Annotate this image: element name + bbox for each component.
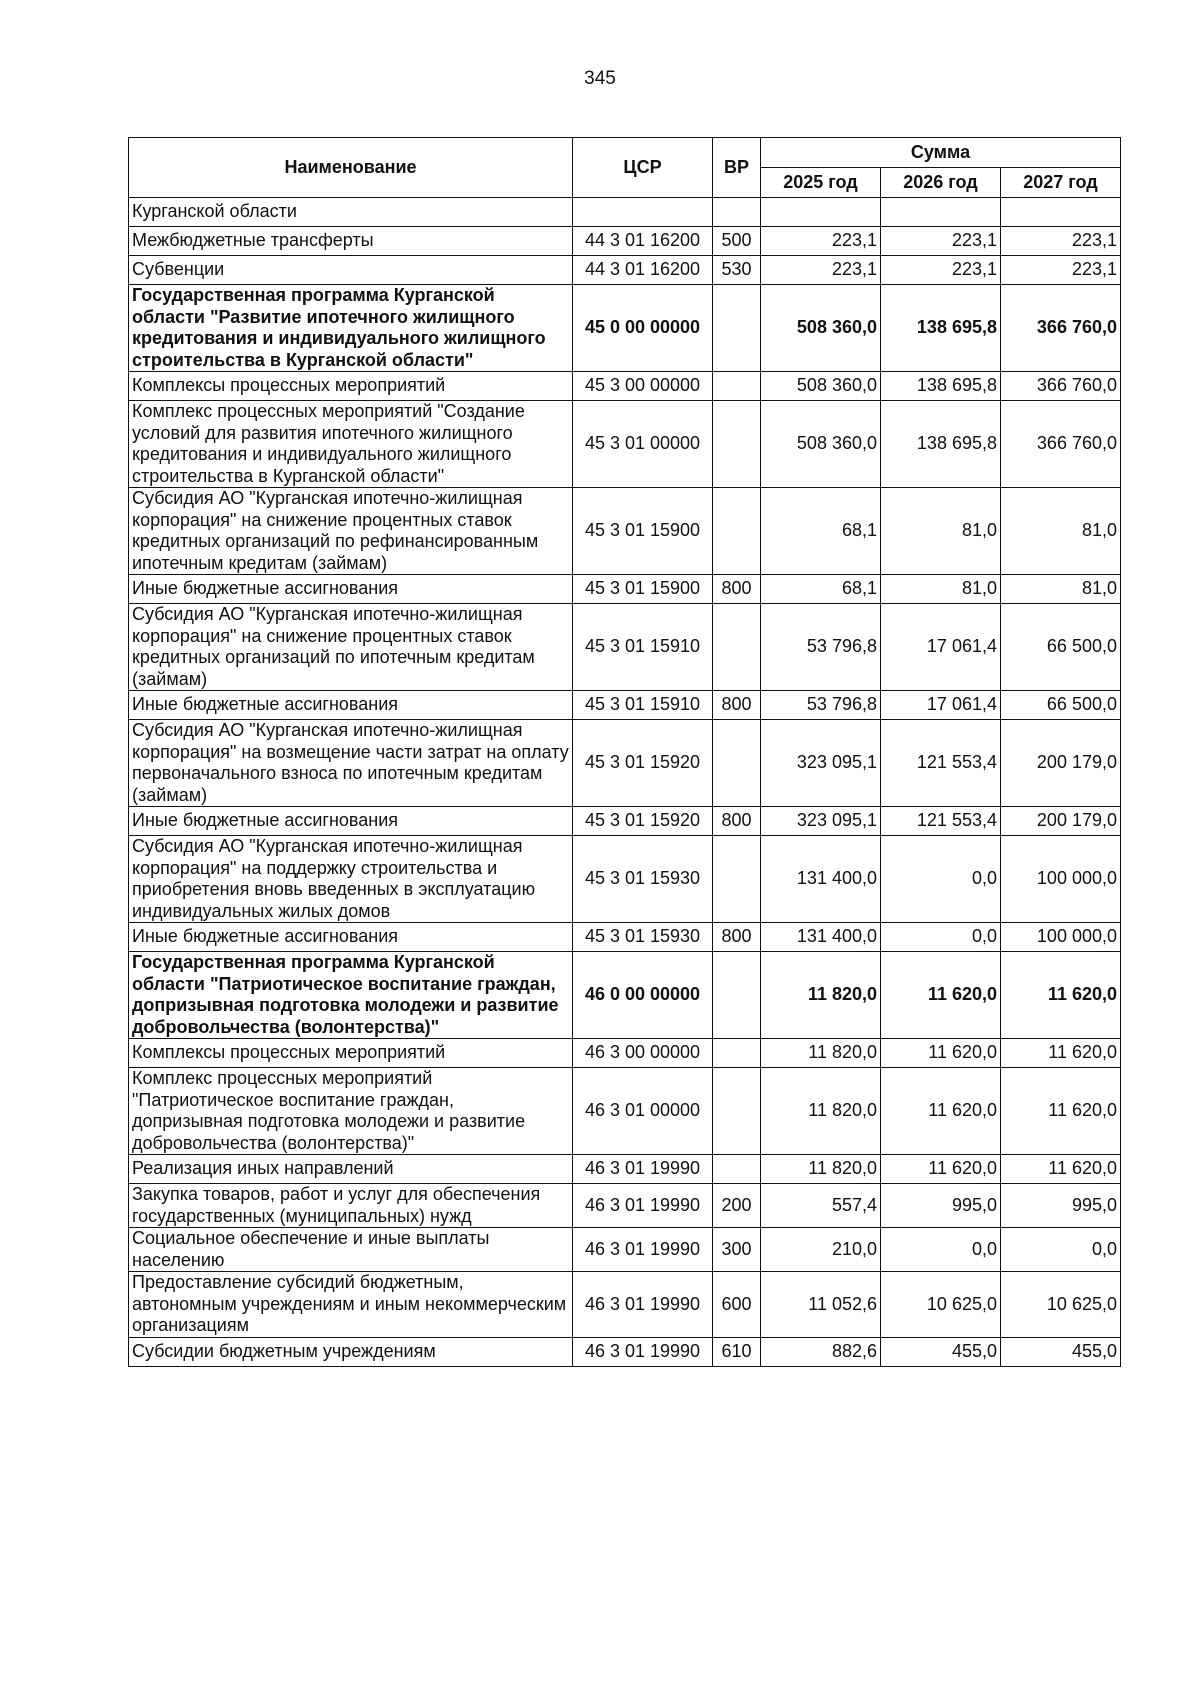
row-csr: 46 3 01 00000 bbox=[573, 1068, 713, 1155]
budget-table bbox=[128, 137, 1121, 1367]
header-year-2027: 2027 год bbox=[1001, 168, 1121, 198]
row-name: Иные бюджетные ассигнования bbox=[129, 575, 573, 604]
row-csr: 45 0 00 00000 bbox=[573, 285, 713, 372]
row-sum-2027: 66 500,0 bbox=[1001, 604, 1121, 691]
header-year-2026: 2026 год bbox=[881, 168, 1001, 198]
table-row bbox=[129, 720, 1121, 807]
row-csr: 46 3 01 19990 bbox=[573, 1337, 713, 1366]
header-sum: Сумма bbox=[761, 138, 1121, 168]
row-name: Реализация иных направлений bbox=[129, 1155, 573, 1184]
row-vr bbox=[713, 488, 761, 575]
row-sum-2027: 223,1 bbox=[1001, 227, 1121, 256]
row-name: Межбюджетные трансферты bbox=[129, 227, 573, 256]
row-vr bbox=[713, 720, 761, 807]
row-csr: 46 3 00 00000 bbox=[573, 1039, 713, 1068]
table-row bbox=[129, 575, 1121, 604]
row-csr: 45 3 00 00000 bbox=[573, 372, 713, 401]
row-csr: 46 0 00 00000 bbox=[573, 952, 713, 1039]
row-name: Социальное обеспечение и иные выплаты населению bbox=[129, 1228, 573, 1272]
row-sum-2025: 11 820,0 bbox=[761, 1068, 881, 1155]
header-vr: ВР bbox=[713, 138, 761, 198]
table-row bbox=[129, 1155, 1121, 1184]
table-row bbox=[129, 923, 1121, 952]
table-row bbox=[129, 1184, 1121, 1228]
row-name: Закупка товаров, работ и услуг для обеспечения государственных (муниципальных) нужд bbox=[129, 1184, 573, 1228]
row-sum-2027: 11 620,0 bbox=[1001, 1039, 1121, 1068]
row-sum-2026: 0,0 bbox=[881, 836, 1001, 923]
row-vr: 610 bbox=[713, 1337, 761, 1366]
row-sum-2025: 223,1 bbox=[761, 227, 881, 256]
row-sum-2025: 557,4 bbox=[761, 1184, 881, 1228]
header-csr: ЦСР bbox=[573, 138, 713, 198]
row-sum-2026: 455,0 bbox=[881, 1337, 1001, 1366]
table-row bbox=[129, 401, 1121, 488]
row-name: Комплекс процессных мероприятий "Создание условий для развития ипотечного жилищного кредитования и индивидуального жилищного строительства в Курганской области" bbox=[129, 401, 573, 488]
row-sum-2026 bbox=[881, 198, 1001, 227]
row-sum-2026: 223,1 bbox=[881, 227, 1001, 256]
row-vr bbox=[713, 952, 761, 1039]
row-sum-2026: 81,0 bbox=[881, 488, 1001, 575]
row-sum-2025: 508 360,0 bbox=[761, 401, 881, 488]
row-name: Субсидия АО "Курганская ипотечно-жилищная корпорация" на поддержку строительства и приобретения вновь введенных в эксплуатацию индивидуальных жилых домов bbox=[129, 836, 573, 923]
header-year-2025: 2025 год bbox=[761, 168, 881, 198]
row-name: Субвенции bbox=[129, 256, 573, 285]
row-sum-2025: 131 400,0 bbox=[761, 836, 881, 923]
table-row bbox=[129, 1228, 1121, 1272]
row-sum-2025 bbox=[761, 198, 881, 227]
table-row bbox=[129, 807, 1121, 836]
row-sum-2026: 81,0 bbox=[881, 575, 1001, 604]
row-sum-2026: 223,1 bbox=[881, 256, 1001, 285]
page-number: 345 bbox=[584, 68, 616, 89]
row-name: Иные бюджетные ассигнования bbox=[129, 691, 573, 720]
row-name: Комплекс процессных мероприятий "Патриотическое воспитание граждан, допризывная подготовка молодежи и развитие добровольчества (волонтерства)" bbox=[129, 1068, 573, 1155]
row-sum-2027: 10 625,0 bbox=[1001, 1272, 1121, 1338]
row-vr bbox=[713, 372, 761, 401]
row-name: Комплексы процессных мероприятий bbox=[129, 1039, 573, 1068]
row-csr: 45 3 01 15930 bbox=[573, 923, 713, 952]
row-csr: 45 3 01 15920 bbox=[573, 807, 713, 836]
table-row bbox=[129, 198, 1121, 227]
row-sum-2027: 81,0 bbox=[1001, 488, 1121, 575]
row-sum-2025: 11 820,0 bbox=[761, 1039, 881, 1068]
row-vr: 200 bbox=[713, 1184, 761, 1228]
row-name: Иные бюджетные ассигнования bbox=[129, 807, 573, 836]
row-sum-2025: 508 360,0 bbox=[761, 285, 881, 372]
table-row bbox=[129, 1039, 1121, 1068]
table-body bbox=[129, 198, 1121, 1367]
row-vr: 800 bbox=[713, 575, 761, 604]
row-csr bbox=[573, 198, 713, 227]
row-sum-2025: 11 820,0 bbox=[761, 1155, 881, 1184]
row-vr: 530 bbox=[713, 256, 761, 285]
row-name: Иные бюджетные ассигнования bbox=[129, 923, 573, 952]
row-sum-2027: 81,0 bbox=[1001, 575, 1121, 604]
row-csr: 45 3 01 15900 bbox=[573, 575, 713, 604]
row-sum-2026: 11 620,0 bbox=[881, 1039, 1001, 1068]
header-name: Наименование bbox=[129, 138, 573, 198]
row-sum-2027: 11 620,0 bbox=[1001, 1068, 1121, 1155]
row-sum-2026: 11 620,0 bbox=[881, 1068, 1001, 1155]
row-sum-2026: 121 553,4 bbox=[881, 720, 1001, 807]
row-name: Предоставление субсидий бюджетным, автономным учреждениям и иным некоммерческим организациям bbox=[129, 1272, 573, 1338]
table-row bbox=[129, 256, 1121, 285]
row-vr: 300 bbox=[713, 1228, 761, 1272]
row-sum-2026: 11 620,0 bbox=[881, 1155, 1001, 1184]
row-name: Государственная программа Курганской области "Развитие ипотечного жилищного кредитования и индивидуального жилищного строительства в Курганской области" bbox=[129, 285, 573, 372]
table-row bbox=[129, 691, 1121, 720]
row-sum-2026: 121 553,4 bbox=[881, 807, 1001, 836]
row-vr: 800 bbox=[713, 923, 761, 952]
row-vr bbox=[713, 285, 761, 372]
table-row bbox=[129, 1337, 1121, 1366]
row-csr: 46 3 01 19990 bbox=[573, 1228, 713, 1272]
row-sum-2026: 10 625,0 bbox=[881, 1272, 1001, 1338]
row-csr: 44 3 01 16200 bbox=[573, 227, 713, 256]
row-vr: 500 bbox=[713, 227, 761, 256]
row-sum-2027: 11 620,0 bbox=[1001, 952, 1121, 1039]
table-row bbox=[129, 604, 1121, 691]
row-vr bbox=[713, 604, 761, 691]
row-vr bbox=[713, 1155, 761, 1184]
row-sum-2026: 138 695,8 bbox=[881, 372, 1001, 401]
table-row bbox=[129, 488, 1121, 575]
row-vr bbox=[713, 198, 761, 227]
table-row bbox=[129, 952, 1121, 1039]
row-name: Субсидия АО "Курганская ипотечно-жилищная корпорация" на возмещение части затрат на оплату первоначального взноса по ипотечным кредитам (займам) bbox=[129, 720, 573, 807]
row-sum-2027: 223,1 bbox=[1001, 256, 1121, 285]
row-vr bbox=[713, 1068, 761, 1155]
row-csr: 45 3 01 15920 bbox=[573, 720, 713, 807]
row-csr: 45 3 01 15900 bbox=[573, 488, 713, 575]
row-sum-2025: 882,6 bbox=[761, 1337, 881, 1366]
table-row bbox=[129, 372, 1121, 401]
row-sum-2026: 11 620,0 bbox=[881, 952, 1001, 1039]
row-sum-2027: 366 760,0 bbox=[1001, 372, 1121, 401]
row-sum-2026: 995,0 bbox=[881, 1184, 1001, 1228]
row-sum-2027: 200 179,0 bbox=[1001, 720, 1121, 807]
row-csr: 46 3 01 19990 bbox=[573, 1155, 713, 1184]
row-sum-2025: 131 400,0 bbox=[761, 923, 881, 952]
row-vr: 800 bbox=[713, 691, 761, 720]
row-sum-2025: 53 796,8 bbox=[761, 691, 881, 720]
row-sum-2027 bbox=[1001, 198, 1121, 227]
table-row bbox=[129, 227, 1121, 256]
row-sum-2027: 100 000,0 bbox=[1001, 923, 1121, 952]
row-sum-2027: 66 500,0 bbox=[1001, 691, 1121, 720]
row-sum-2025: 53 796,8 bbox=[761, 604, 881, 691]
row-sum-2027: 455,0 bbox=[1001, 1337, 1121, 1366]
row-sum-2025: 210,0 bbox=[761, 1228, 881, 1272]
row-vr bbox=[713, 401, 761, 488]
row-sum-2026: 17 061,4 bbox=[881, 604, 1001, 691]
row-csr: 45 3 01 15910 bbox=[573, 691, 713, 720]
row-sum-2025: 323 095,1 bbox=[761, 807, 881, 836]
row-sum-2025: 323 095,1 bbox=[761, 720, 881, 807]
row-sum-2025: 508 360,0 bbox=[761, 372, 881, 401]
row-name: Субсидия АО "Курганская ипотечно-жилищная корпорация" на снижение процентных ставок кредитных организаций по рефинансированным ипотечным кредитам (займам) bbox=[129, 488, 573, 575]
row-vr: 600 bbox=[713, 1272, 761, 1338]
row-vr: 800 bbox=[713, 807, 761, 836]
row-sum-2025: 223,1 bbox=[761, 256, 881, 285]
row-csr: 45 3 01 15910 bbox=[573, 604, 713, 691]
row-sum-2027: 200 179,0 bbox=[1001, 807, 1121, 836]
row-csr: 46 3 01 19990 bbox=[573, 1272, 713, 1338]
row-sum-2026: 138 695,8 bbox=[881, 401, 1001, 488]
row-sum-2025: 68,1 bbox=[761, 575, 881, 604]
table-row bbox=[129, 1068, 1121, 1155]
row-csr: 46 3 01 19990 bbox=[573, 1184, 713, 1228]
row-sum-2027: 0,0 bbox=[1001, 1228, 1121, 1272]
row-csr: 45 3 01 00000 bbox=[573, 401, 713, 488]
row-name: Курганской области bbox=[129, 198, 573, 227]
row-name: Государственная программа Курганской области "Патриотическое воспитание граждан, допризывная подготовка молодежи и развитие добровольчества (волонтерства)" bbox=[129, 952, 573, 1039]
row-csr: 45 3 01 15930 bbox=[573, 836, 713, 923]
row-name: Субсидия АО "Курганская ипотечно-жилищная корпорация" на снижение процентных ставок кредитных организаций по ипотечным кредитам (займам) bbox=[129, 604, 573, 691]
row-sum-2025: 68,1 bbox=[761, 488, 881, 575]
row-sum-2027: 366 760,0 bbox=[1001, 285, 1121, 372]
row-sum-2026: 0,0 bbox=[881, 923, 1001, 952]
row-vr bbox=[713, 1039, 761, 1068]
table-row bbox=[129, 285, 1121, 372]
row-name: Субсидии бюджетным учреждениям bbox=[129, 1337, 573, 1366]
row-csr: 44 3 01 16200 bbox=[573, 256, 713, 285]
row-sum-2025: 11 052,6 bbox=[761, 1272, 881, 1338]
row-sum-2027: 995,0 bbox=[1001, 1184, 1121, 1228]
row-sum-2026: 0,0 bbox=[881, 1228, 1001, 1272]
row-sum-2025: 11 820,0 bbox=[761, 952, 881, 1039]
row-name: Комплексы процессных мероприятий bbox=[129, 372, 573, 401]
table-row bbox=[129, 1272, 1121, 1338]
table-row bbox=[129, 836, 1121, 923]
row-sum-2027: 11 620,0 bbox=[1001, 1155, 1121, 1184]
row-vr bbox=[713, 836, 761, 923]
row-sum-2027: 100 000,0 bbox=[1001, 836, 1121, 923]
row-sum-2027: 366 760,0 bbox=[1001, 401, 1121, 488]
row-sum-2026: 138 695,8 bbox=[881, 285, 1001, 372]
row-sum-2026: 17 061,4 bbox=[881, 691, 1001, 720]
